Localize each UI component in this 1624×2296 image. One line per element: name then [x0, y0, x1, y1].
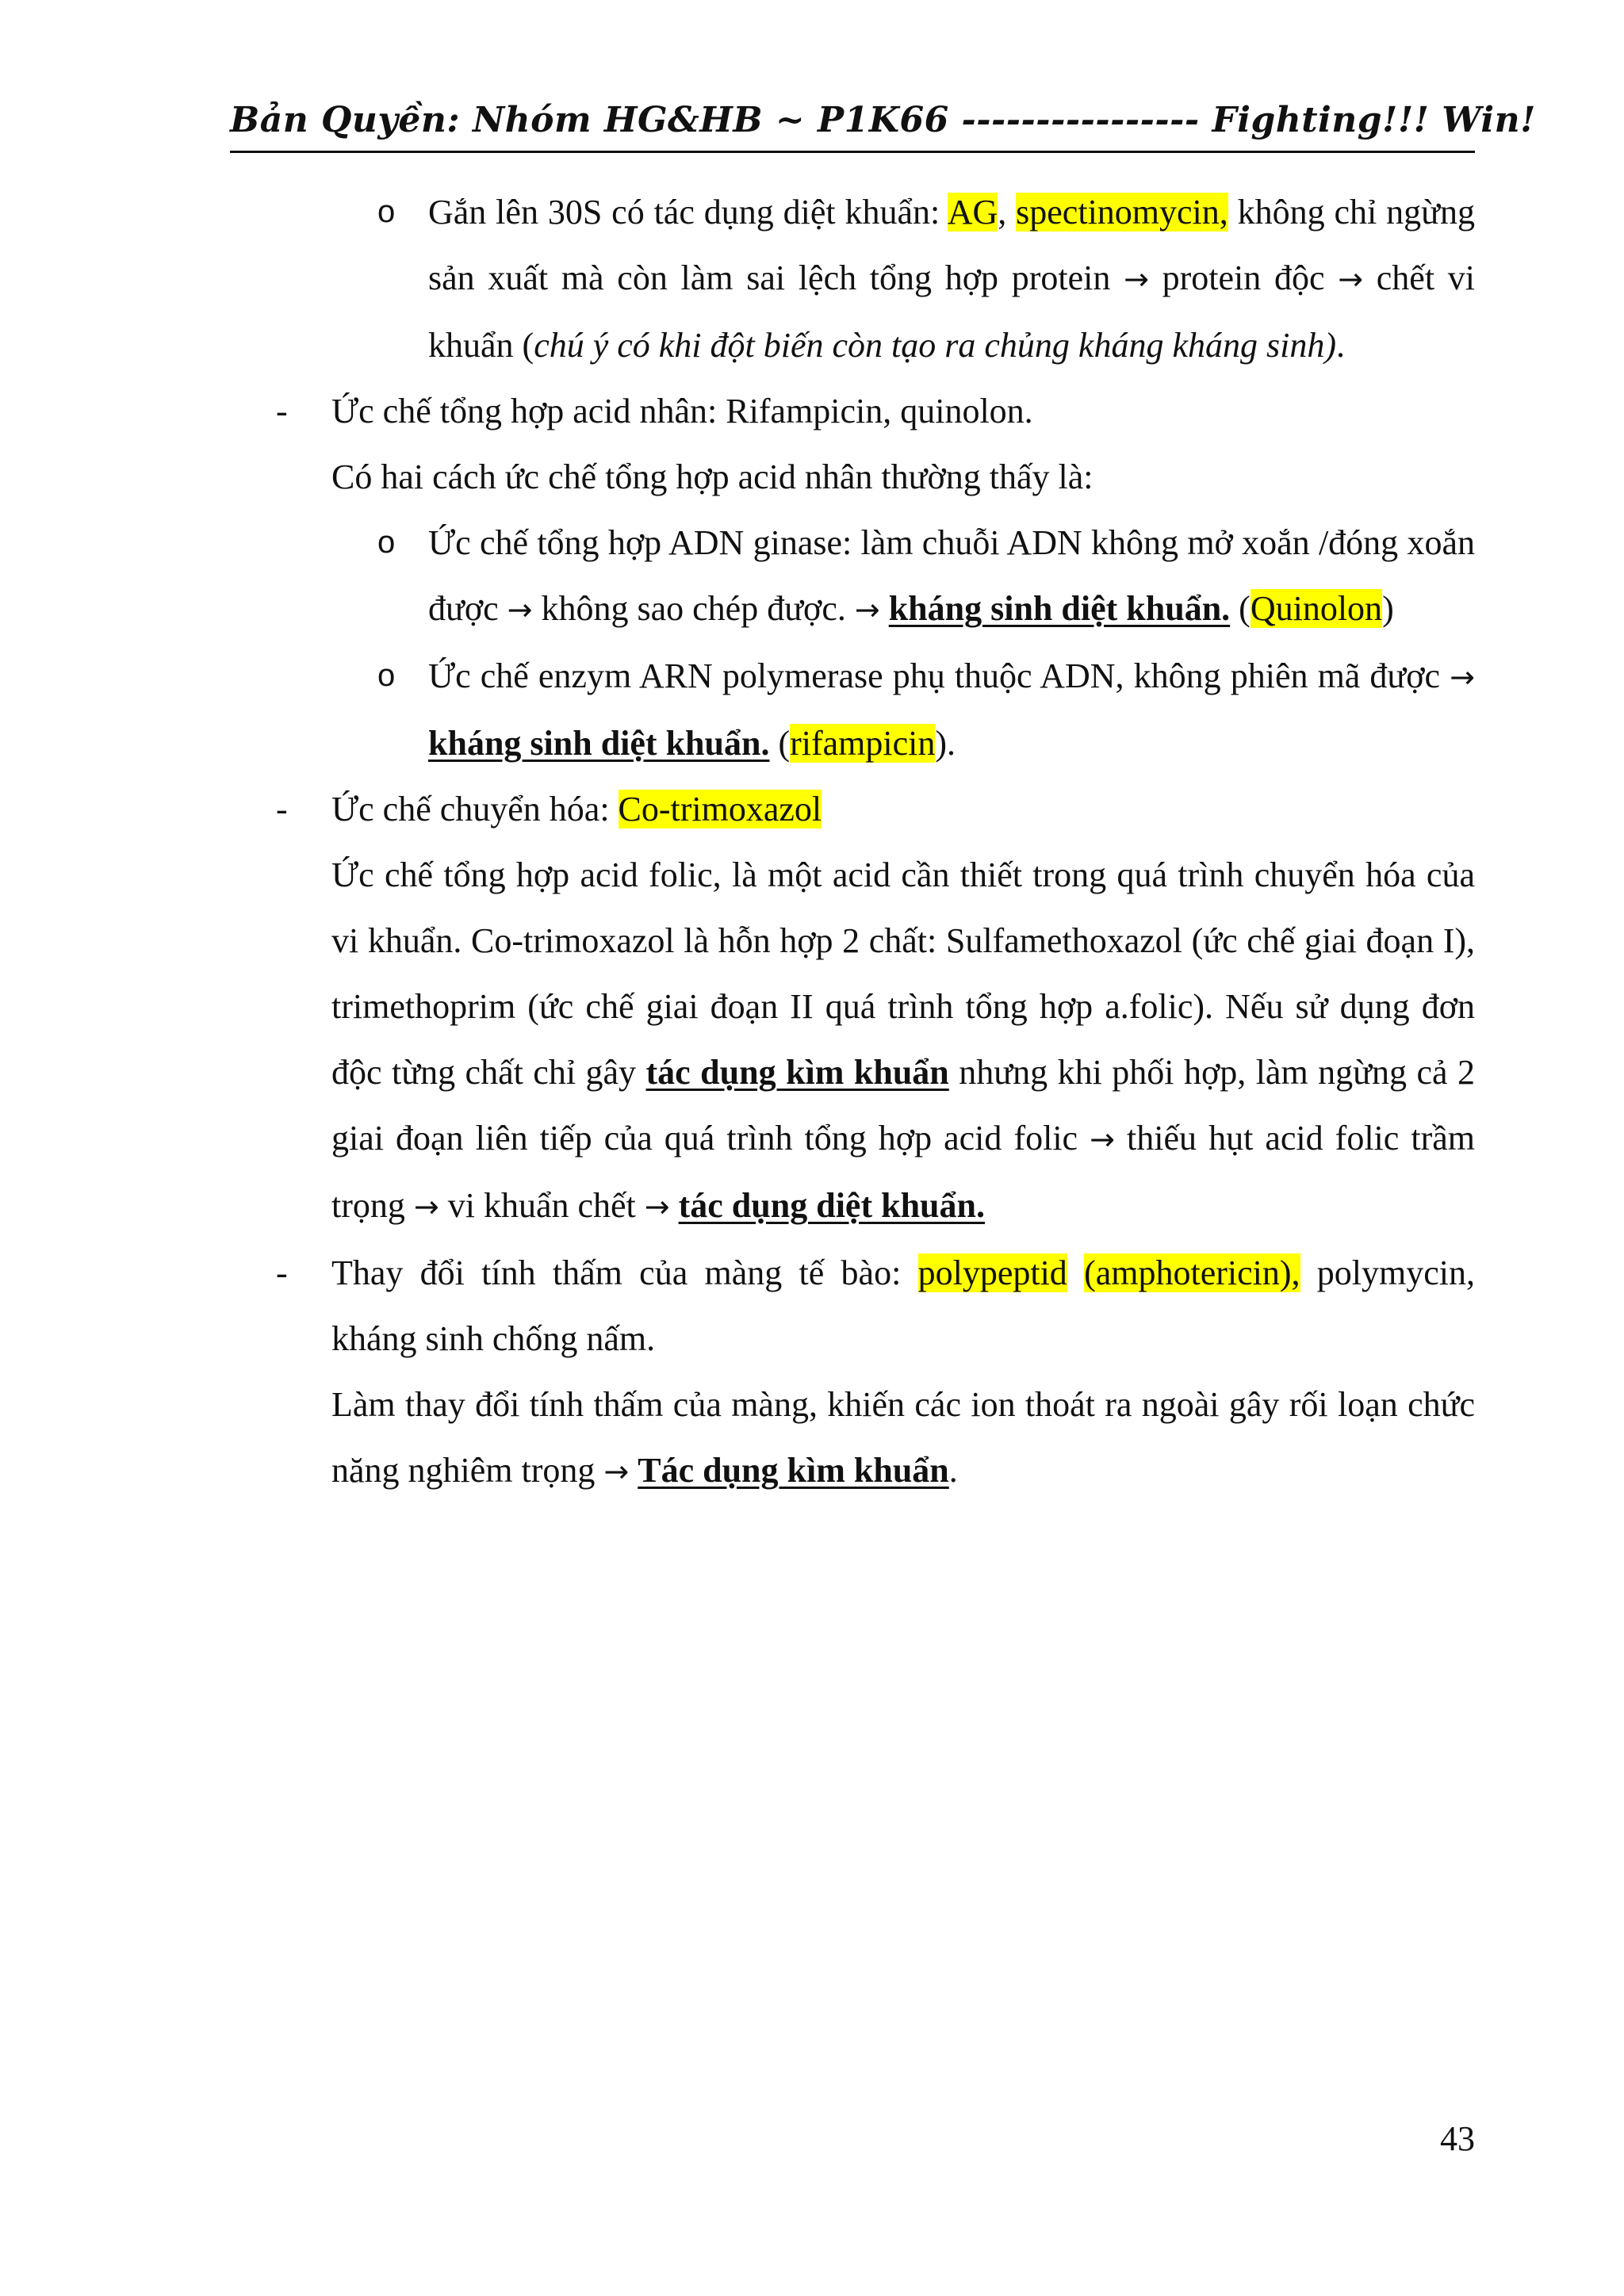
dash-marker: -	[276, 790, 288, 828]
bullet-dna-gyrase: o Ức chế tổng hợp ADN ginase: làm chuỗi ADN không mở xoắn /đóng xoắn được → không sao chép được. → kháng sinh diệt khuẩn. (Quinolon)	[270, 510, 1475, 643]
highlight-spectinomycin: spectinomycin,	[1016, 193, 1228, 232]
header-rule	[230, 151, 1475, 153]
dash-marker: -	[276, 392, 288, 430]
arrow-icon: →	[1450, 660, 1475, 695]
nucleic-intro: Có hai cách ức chế tổng hợp acid nhân thường thấy là:	[331, 457, 1094, 496]
highlight-ag: AG	[947, 193, 998, 232]
page-header	[230, 100, 1536, 140]
section-membrane: - Thay đổi tính thấm của màng tế bào: polypeptid (amphotericin), polymycin, kháng sinh chống nấm.	[270, 1240, 1475, 1372]
highlight-polypeptid: polypeptid	[917, 1253, 1067, 1292]
bullet-marker: o	[377, 525, 396, 560]
bullet-ribosome-30s: o Gắn lên 30S có tác dụng diệt khuẩn: AG, spectinomycin, không chỉ ngừng sản xuất mà còn làm sai lệch tổng hợp protein → protein độc → chết vi khuẩn (chú ý có khi đột biến còn tạo ra chủng kháng kháng sinh).	[270, 179, 1475, 378]
emphasis-bactericidal: kháng sinh diệt khuẩn.	[888, 589, 1231, 628]
highlight-amphotericin: (amphotericin),	[1084, 1253, 1300, 1292]
highlight-co-trimoxazol: Co-trimoxazol	[618, 790, 822, 828]
bullet-marker: o	[377, 658, 396, 693]
section-metabolism	[270, 776, 1475, 842]
section-nucleic-acid	[270, 378, 1475, 444]
italic-note: chú ý có khi đột biến còn tạo ra chủng kháng kháng sinh)	[534, 326, 1336, 365]
highlight-rifampicin: rifampicin	[790, 724, 936, 763]
arrow-icon: →	[1338, 262, 1364, 297]
metabolism-paragraph: Ức chế tổng hợp acid folic, là một acid cần thiết trong quá trình chuyển hóa của vi khuẩn. Co-trimoxazol là hỗn hợp 2 chất: Sulfamethoxazol (ức chế giai đoạn I), trimethoprim (ức chế giai đoạn II quá trình tổng hợp a.folic). Nếu sử dụng đơn độc từng chất chỉ gây tác dụng kìm khuẩn nhưng khi phối hợp, làm ngừng cả 2 giai đoạn liên tiếp của quá trình tổng hợp acid folic → thiếu hụt acid folic trầm trọng → vi khuẩn chết → tác dụng diệt khuẩn.	[331, 855, 1476, 1225]
dash-marker: -	[276, 1253, 288, 1292]
membrane-paragraph: Làm thay đổi tính thấm của màng, khiến các ion thoát ra ngoài gây rối loạn chức năng nghiêm trọng → Tác dụng kìm khuẩn.	[331, 1385, 1475, 1490]
page-number: 43	[1440, 2119, 1475, 2158]
section-heading: Ức chế tổng hợp acid nhân: Rifampicin, quinolon.	[331, 392, 1033, 430]
highlight-quinolon: Quinolon	[1250, 589, 1383, 628]
emphasis-bacteriostatic: tác dụng kìm khuẩn	[645, 1053, 949, 1092]
header-text: Bản Quyền: Nhóm HG&HB ~ P1K66 ---------------- Fighting!!! Win!	[230, 100, 1536, 140]
arrow-icon: →	[603, 1454, 630, 1489]
bullet-marker: o	[377, 194, 396, 229]
arrow-icon: →	[1124, 262, 1149, 297]
document-body	[270, 179, 1475, 1505]
arrow-icon: →	[854, 592, 880, 627]
bullet-rna-polymerase: o Ức chế enzym ARN polymerase phụ thuộc ADN, không phiên mã được → kháng sinh diệt khuẩn. (rifampicin).	[270, 643, 1475, 776]
arrow-icon: →	[413, 1189, 439, 1224]
emphasis-bacteriostatic: Tác dụng kìm khuẩn	[638, 1451, 949, 1490]
arrow-icon: →	[644, 1189, 670, 1224]
arrow-icon: →	[1090, 1122, 1115, 1157]
arrow-icon: →	[507, 592, 533, 627]
section-heading: Ức chế chuyển hóa:	[331, 790, 619, 828]
emphasis-bactericidal: tác dụng diệt khuẩn.	[678, 1186, 985, 1225]
emphasis-bactericidal: kháng sinh diệt khuẩn.	[428, 724, 770, 763]
